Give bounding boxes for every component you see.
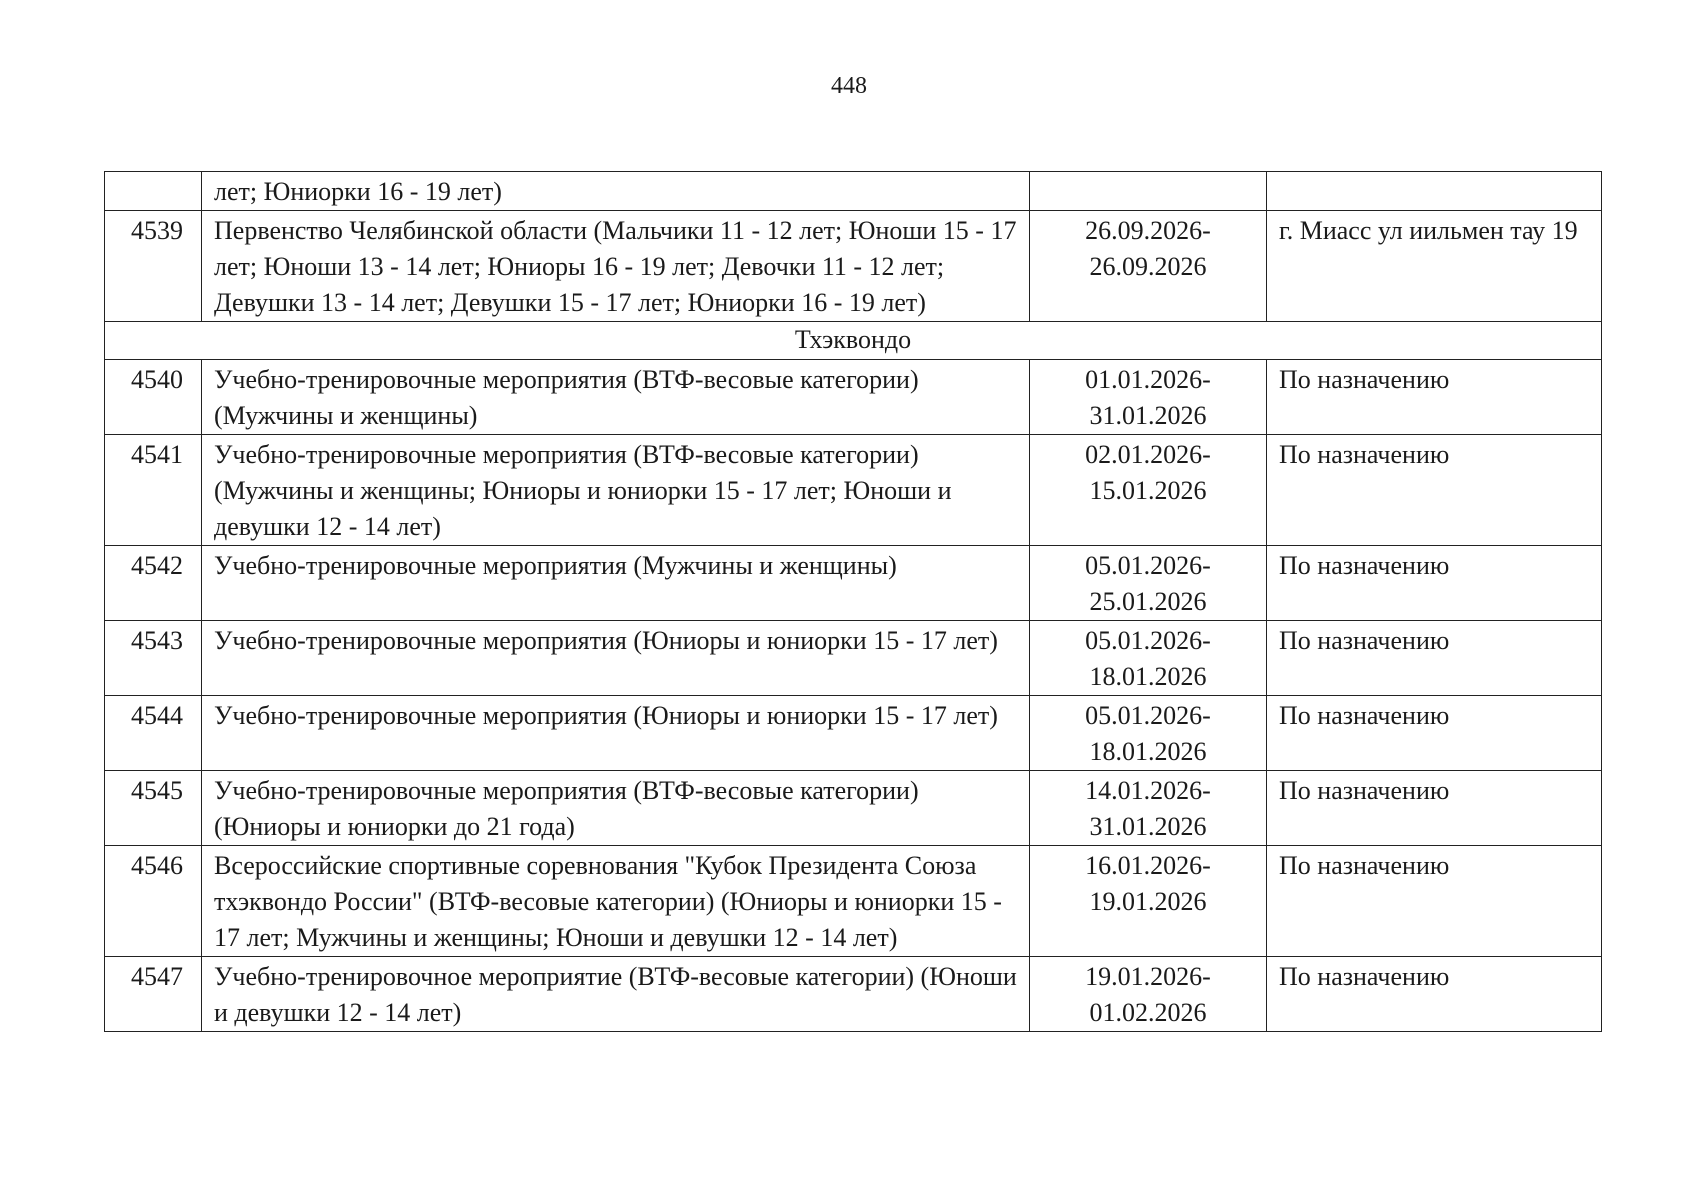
table-row-continuation	[105, 172, 1602, 211]
row-number-cell: 4543	[105, 621, 202, 696]
event-place-cell: г. Миасс ул иильмен тау 19	[1267, 211, 1602, 322]
event-place-cell: По назначению	[1267, 696, 1602, 771]
event-dates-cell: 05.01.2026-18.01.2026	[1030, 621, 1267, 696]
table-row	[105, 696, 1602, 771]
event-dates-cell: 05.01.2026-18.01.2026	[1030, 696, 1267, 771]
table-row	[105, 621, 1602, 696]
event-dates-cell: 01.01.2026-31.01.2026	[1030, 360, 1267, 435]
row-number-cell: 4540	[105, 360, 202, 435]
row-number-cell	[105, 172, 202, 211]
event-dates-cell	[1030, 172, 1267, 211]
table-row	[105, 211, 1602, 322]
event-name-cell: Учебно-тренировочные мероприятия (ВТФ-весовые категории) (Мужчины и женщины; Юниоры и юниорки 15 - 17 лет; Юноши и девушки 12 - 14 лет)	[202, 435, 1030, 546]
section-header-row	[105, 322, 1602, 360]
section-title: Тхэквондо	[105, 322, 1602, 360]
event-place-cell: По назначению	[1267, 435, 1602, 546]
events-table	[104, 171, 1602, 1032]
event-dates-cell: 16.01.2026-19.01.2026	[1030, 846, 1267, 957]
table-row	[105, 435, 1602, 546]
event-dates-cell: 26.09.2026-26.09.2026	[1030, 211, 1267, 322]
row-number-cell: 4539	[105, 211, 202, 322]
event-place-cell: По назначению	[1267, 771, 1602, 846]
table-row	[105, 957, 1602, 1032]
event-dates-cell: 14.01.2026-31.01.2026	[1030, 771, 1267, 846]
table-row	[105, 846, 1602, 957]
table-row	[105, 771, 1602, 846]
event-place-cell: По назначению	[1267, 360, 1602, 435]
row-number-cell: 4545	[105, 771, 202, 846]
event-place-cell: По назначению	[1267, 546, 1602, 621]
event-place-cell: По назначению	[1267, 957, 1602, 1032]
event-name-cell: Учебно-тренировочные мероприятия (Юниоры и юниорки 15 - 17 лет)	[202, 621, 1030, 696]
row-number-cell: 4544	[105, 696, 202, 771]
event-place-cell: По назначению	[1267, 621, 1602, 696]
row-number-cell: 4542	[105, 546, 202, 621]
event-name-cell: Учебно-тренировочное мероприятие (ВТФ-весовые категории) (Юноши и девушки 12 - 14 лет)	[202, 957, 1030, 1032]
event-name-cell: лет; Юниорки 16 - 19 лет)	[202, 172, 1030, 211]
event-dates-cell: 19.01.2026-01.02.2026	[1030, 957, 1267, 1032]
row-number-cell: 4547	[105, 957, 202, 1032]
table-row	[105, 546, 1602, 621]
row-number-cell: 4541	[105, 435, 202, 546]
page-number: 448	[831, 73, 867, 99]
event-name-cell: Учебно-тренировочные мероприятия (Мужчины и женщины)	[202, 546, 1030, 621]
event-name-cell: Учебно-тренировочные мероприятия (ВТФ-весовые категории) (Мужчины и женщины)	[202, 360, 1030, 435]
event-name-cell: Первенство Челябинской области (Мальчики 11 - 12 лет; Юноши 15 - 17 лет; Юноши 13 - 14 лет; Юниоры 16 - 19 лет; Девочки 11 - 12 лет; Девушки 13 - 14 лет; Девушки 15 - 17 лет; Юниорки 16 - 19 лет)	[202, 211, 1030, 322]
event-name-cell: Всероссийские спортивные соревнования "Кубок Президента Союза тхэквондо России" (ВТФ-весовые категории) (Юниоры и юниорки 15 - 17 лет; Мужчины и женщины; Юноши и девушки 12 - 14 лет)	[202, 846, 1030, 957]
event-dates-cell: 02.01.2026-15.01.2026	[1030, 435, 1267, 546]
event-name-cell: Учебно-тренировочные мероприятия (ВТФ-весовые категории) (Юниоры и юниорки до 21 года)	[202, 771, 1030, 846]
row-number-cell: 4546	[105, 846, 202, 957]
table-row	[105, 360, 1602, 435]
event-place-cell	[1267, 172, 1602, 211]
event-place-cell: По назначению	[1267, 846, 1602, 957]
event-dates-cell: 05.01.2026-25.01.2026	[1030, 546, 1267, 621]
event-name-cell: Учебно-тренировочные мероприятия (Юниоры и юниорки 15 - 17 лет)	[202, 696, 1030, 771]
